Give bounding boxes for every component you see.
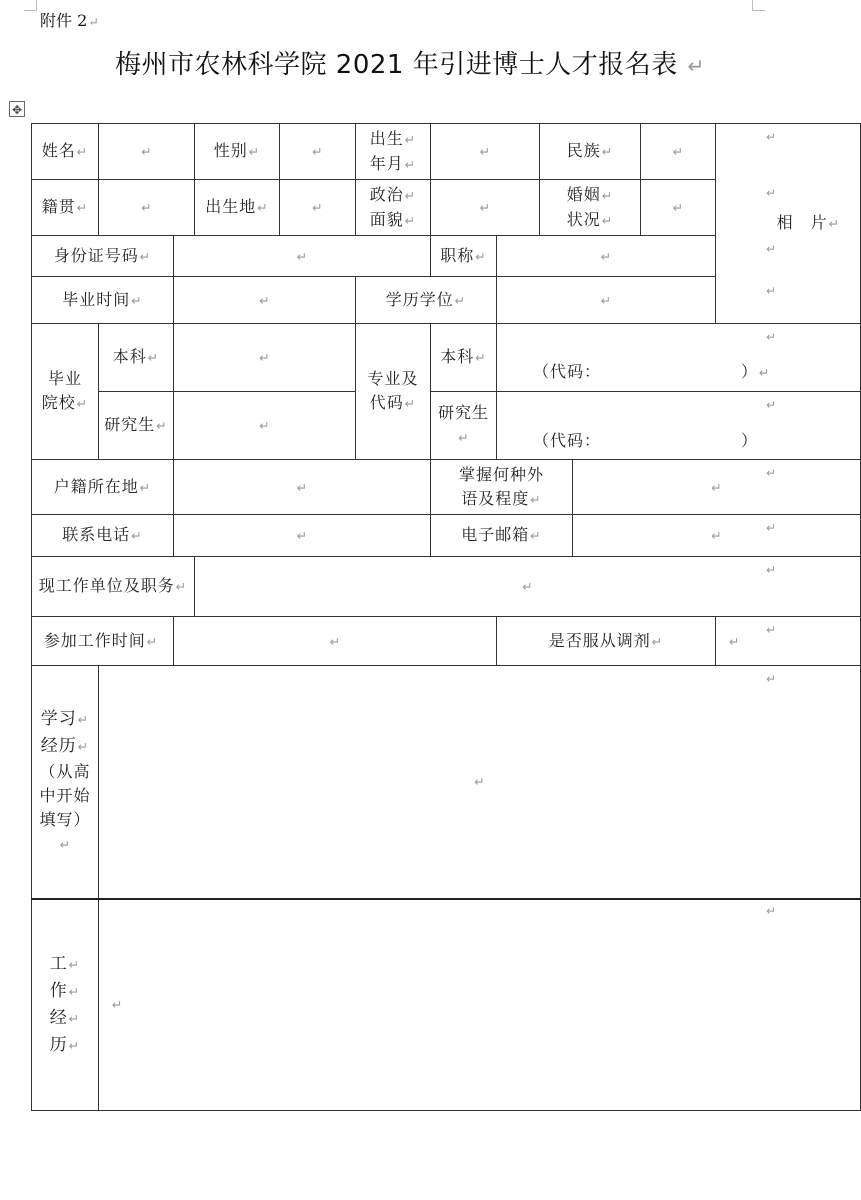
row-end-mark: ↵ xyxy=(766,130,777,144)
major-code-label: 专业及 代码↵ xyxy=(356,324,431,460)
native-place-field[interactable]: ↵ xyxy=(99,180,195,236)
email-field[interactable]: ↵ xyxy=(573,515,861,557)
foreign-language-field[interactable]: ↵ xyxy=(573,460,861,515)
professional-title-field[interactable]: ↵ xyxy=(497,236,716,277)
undergraduate-school-field[interactable]: ↵ xyxy=(174,324,356,392)
graduation-time-field[interactable]: ↵ xyxy=(174,277,356,324)
ethnicity-field[interactable]: ↵ xyxy=(641,124,716,180)
native-place-label: 籍贯↵ xyxy=(32,180,99,236)
undergraduate-major-field[interactable]: （代码： ）↵ xyxy=(497,324,861,392)
gender-field[interactable]: ↵ xyxy=(280,124,356,180)
study-history-field[interactable]: ↵ xyxy=(99,666,861,899)
undergraduate-major-label: 本科↵ xyxy=(431,324,497,392)
graduation-time-label: 毕业时间↵ xyxy=(32,277,174,324)
name-label: 姓名↵ xyxy=(32,124,99,180)
foreign-language-label: 掌握何种外 语及程度↵ xyxy=(431,460,573,515)
id-number-label: 身份证号码↵ xyxy=(32,236,174,277)
birthplace-field[interactable]: ↵ xyxy=(280,180,356,236)
adjustment-label: 是否服从调剂↵ xyxy=(497,617,716,666)
table-move-icon[interactable]: ✥ xyxy=(9,101,25,117)
row-end-mark: ↵ xyxy=(766,466,777,480)
study-history-label: 学习↵ 经历↵ （从高 中开始 填写）↵ xyxy=(32,666,99,899)
birth-date-field[interactable]: ↵ xyxy=(431,124,540,180)
birth-date-label: 出生↵ 年月↵ xyxy=(356,124,431,180)
marital-status-label: 婚姻↵ 状况↵ xyxy=(540,180,641,236)
current-work-label: 现工作单位及职务↵ xyxy=(32,557,195,617)
row-end-mark: ↵ xyxy=(766,186,777,200)
graduate-school-sub-label: 研究生↵ xyxy=(99,392,174,460)
political-status-label: 政治↵ 面貌↵ xyxy=(356,180,431,236)
phone-field[interactable]: ↵ xyxy=(174,515,431,557)
degree-label: 学历学位↵ xyxy=(356,277,497,324)
professional-title-label: 职称↵ xyxy=(431,236,497,277)
work-history-field[interactable]: ↵ xyxy=(99,899,861,1111)
email-label: 电子邮箱↵ xyxy=(431,515,573,557)
undergraduate-school-label: 本科↵ xyxy=(99,324,174,392)
row-end-mark: ↵ xyxy=(766,521,777,535)
attachment-label: 附件 2↵ xyxy=(40,11,99,30)
household-label: 户籍所在地↵ xyxy=(32,460,174,515)
name-field[interactable]: ↵ xyxy=(99,124,195,180)
work-history-label: 工↵ 作↵ 经↵ 历↵ xyxy=(32,899,99,1111)
row-end-mark: ↵ xyxy=(766,242,777,256)
birthplace-label: 出生地↵ xyxy=(195,180,280,236)
row-end-mark: ↵ xyxy=(766,623,777,637)
current-work-field[interactable]: ↵ xyxy=(195,557,861,617)
row-end-mark: ↵ xyxy=(766,284,777,298)
row-end-mark: ↵ xyxy=(766,398,777,412)
graduate-school-label: 毕业 院校↵ xyxy=(32,324,99,460)
phone-label: 联系电话↵ xyxy=(32,515,174,557)
political-status-field[interactable]: ↵ xyxy=(431,180,540,236)
graduate-major-field[interactable]: （代码： ） xyxy=(497,392,861,460)
work-start-time-label: 参加工作时间↵ xyxy=(32,617,174,666)
row-end-mark: ↵ xyxy=(766,330,777,344)
page-title: 梅州市农林科学院 2021 年引进博士人才报名表 ↵ xyxy=(115,50,705,80)
graduate-major-label: 研究生↵ xyxy=(431,392,497,460)
registration-form-table xyxy=(31,123,861,1111)
work-start-time-field[interactable]: ↵ xyxy=(174,617,497,666)
graduate-school-field[interactable]: ↵ xyxy=(174,392,356,460)
degree-field[interactable]: ↵ xyxy=(497,277,716,324)
page-corner-marker-right xyxy=(752,0,765,11)
household-field[interactable]: ↵ xyxy=(174,460,431,515)
row-end-mark: ↵ xyxy=(766,904,777,918)
page-corner-marker-left xyxy=(24,0,37,11)
row-end-mark: ↵ xyxy=(766,672,777,686)
row-end-mark: ↵ xyxy=(766,563,777,577)
photo-area[interactable]: 相 片↵ xyxy=(716,124,861,324)
marital-status-field[interactable]: ↵ xyxy=(641,180,716,236)
id-number-field[interactable]: ↵ xyxy=(174,236,431,277)
adjustment-field[interactable]: ↵ xyxy=(716,617,861,666)
gender-label: 性别↵ xyxy=(195,124,280,180)
ethnicity-label: 民族↵ xyxy=(540,124,641,180)
